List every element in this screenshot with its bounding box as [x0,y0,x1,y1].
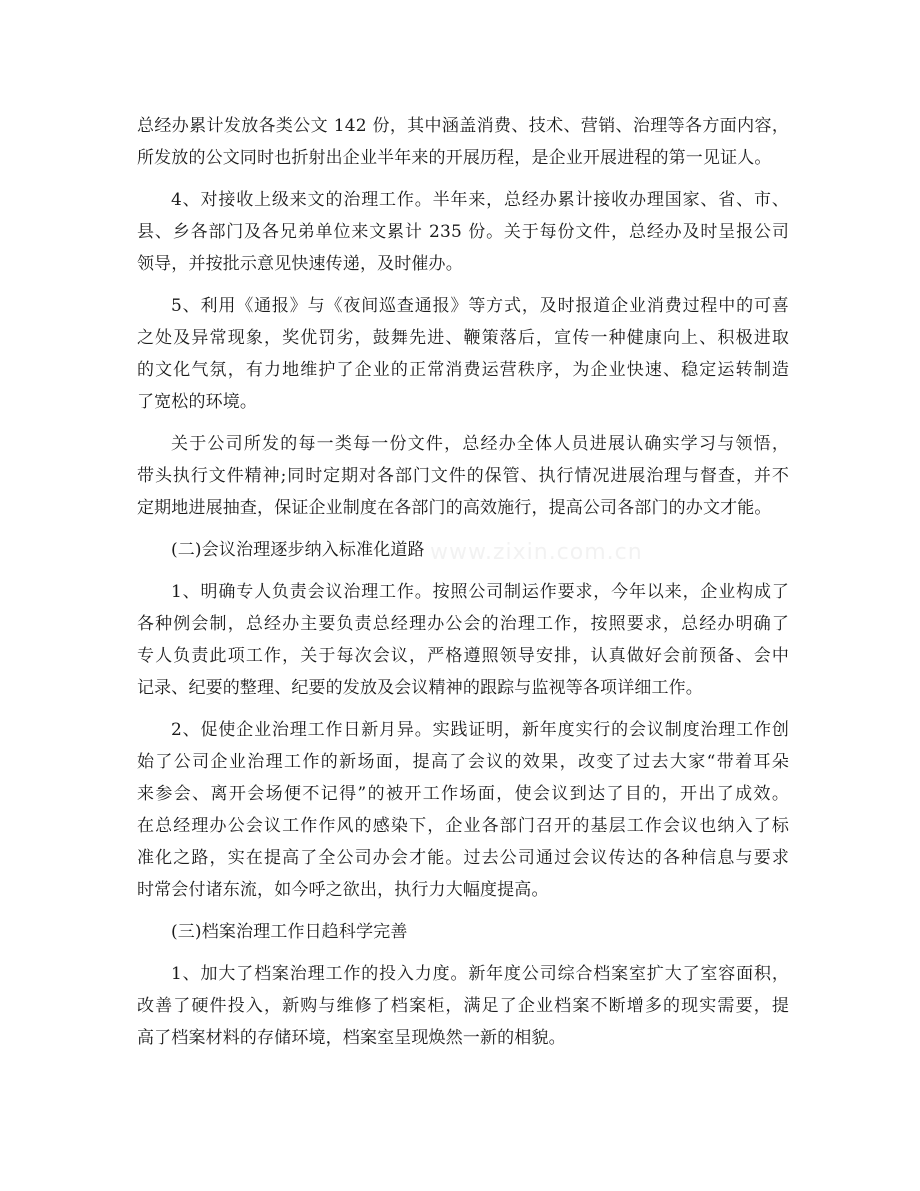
text-line: 1、明确专人负责会议治理工作。按照公司制运作要求，今年以来，企业构成了 [171,582,789,602]
paragraph [137,110,789,174]
text-line: 来参会、离开会场便不记得”的被开工作场面，使会议到达了目的，开出了成效。 [137,784,789,804]
text-line: 的文化气氛，有力地维护了企业的正常消费运营秩序，为企业快速、稳定运转制造 [137,360,789,380]
text-line: 各种例会制，总经办主要负责总经理办公会的治理工作，按照要求，总经办明确了 [137,614,789,634]
text-line: 高了档案材料的存储环境，档案室呈现焕然一新的相貌。 [137,1028,566,1048]
text-line: 改善了硬件投入，新购与维修了档案柜，满足了企业档案不断增多的现实需要，提 [137,996,789,1016]
paragraph [137,184,789,280]
text-line: 了宽松的环境。 [137,392,258,412]
text-line: 记录、纪要的整理、纪要的发放及会议精神的跟踪与监视等各项详细工作。 [137,678,703,698]
text-line: 领导，并按批示意见快速传递，及时催办。 [137,254,463,274]
text-line: (二)会议治理逐步纳入标准化道路 [171,540,425,560]
text-line: 专人负责此项工作，关于每次会议，严格遵照领导安排，认真做好会前预备、会中 [137,646,789,666]
text-line: 2、促使企业治理工作日新月异。实践证明，新年度实行的会议制度治理工作创 [171,720,789,740]
text-line: 4、对接收上级来文的治理工作。半年来，总经办累计接收办理国家、省、市、 [171,190,789,210]
text-line: 时常会付诸东流，如今呼之欲出，执行力大幅度提高。 [137,880,549,900]
document-body [137,110,789,1064]
text-line: 在总经理办公会议工作作风的感染下，企业各部门召开的基层工作会议也纳入了标 [137,816,789,836]
watermark: www.zixin.com.cn [430,540,643,565]
text-line: 定期地进展抽查，保证企业制度在各部门的高效施行，提高公司各部门的办文才能。 [137,498,772,518]
text-line: 始了公司企业治理工作的新场面，提高了会议的效果，改变了过去大家“带着耳朵 [137,752,789,772]
paragraph [137,290,789,418]
text-line: 之处及异常现象，奖优罚劣，鼓舞先进、鞭策落后，宣传一种健康向上、积极进取 [137,328,789,348]
text-line: 所发放的公文同时也折射出企业半年来的开展历程，是企业开展进程的第一见证人。 [137,148,772,168]
paragraph [137,958,789,1054]
paragraph [137,576,789,704]
paragraph [137,714,789,906]
text-line: 带头执行文件精神;同时定期对各部门文件的保管、执行情况进展治理与督查，并不 [137,466,789,486]
paragraph [137,428,789,524]
text-line: 准化之路，实在提高了全公司办会才能。过去公司通过会议传达的各种信息与要求 [137,848,789,868]
text-line: 1、加大了档案治理工作的投入力度。新年度公司综合档案室扩大了室容面积， [171,964,789,984]
text-line: 5、利用《通报》与《夜间巡查通报》等方式，及时报道企业消费过程中的可喜 [171,296,789,316]
text-line: 总经办累计发放各类公文 142 份，其中涵盖消费、技术、营销、治理等各方面内容， [137,116,789,136]
text-line: 县、乡各部门及各兄弟单位来文累计 235 份。关于每份文件，总经办及时呈报公司 [137,222,789,242]
paragraph [137,916,789,948]
text-line: 关于公司所发的每一类每一份文件，总经办全体人员进展认确实学习与领悟， [171,434,789,454]
text-line: (三)档案治理工作日趋科学完善 [171,922,408,942]
